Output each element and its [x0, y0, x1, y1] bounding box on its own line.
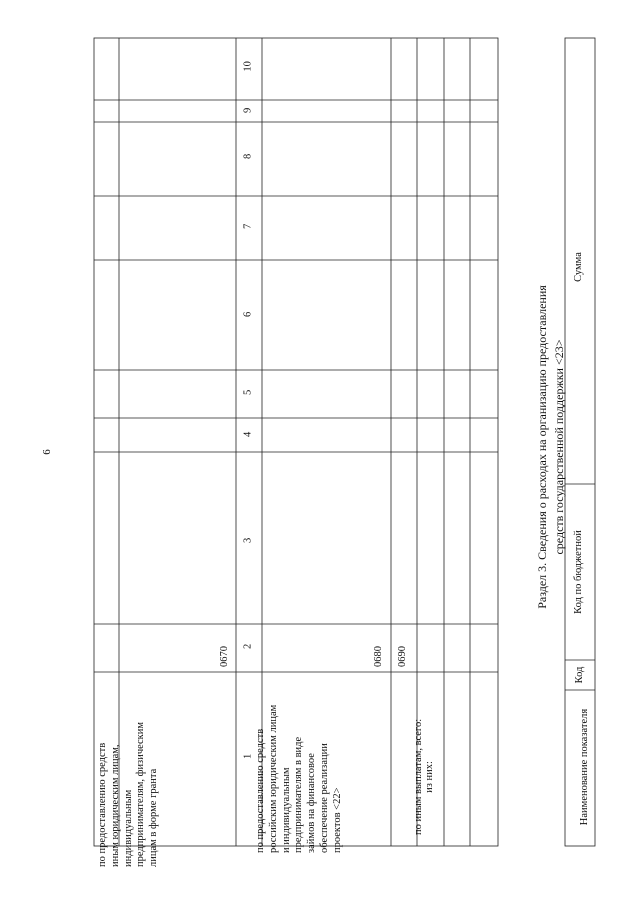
- col-num-4: 4: [242, 431, 254, 438]
- col-num-2: 2: [242, 643, 254, 650]
- col-num-6: 6: [242, 311, 254, 318]
- col-num-7: 7: [242, 223, 254, 230]
- col-num-3: 3: [242, 537, 254, 544]
- row-name-other: по иным выплатам, всего:: [413, 718, 424, 835]
- row-code-0690: 0690: [397, 646, 408, 667]
- row-name-loans: по предоставлению средств российским юридическим лицам и индивидуальным предпринимателям в виде займов на финансовое обеспечение реализации проектов <22>: [255, 704, 343, 853]
- section3-header-code: Код: [574, 666, 585, 684]
- col-num-8: 8: [242, 153, 254, 160]
- section3-header-name: Наименование показателя: [579, 708, 590, 826]
- row-code-0670: 0670: [219, 646, 230, 667]
- col-num-10: 10: [242, 61, 254, 72]
- col-num-9: 9: [242, 107, 254, 114]
- section3-header-sum: Сумма: [573, 252, 584, 282]
- section3-title-line1: Раздел 3. Сведения о расходах на организацию предоставления: [535, 285, 549, 609]
- row-name-of-which: из них:: [424, 761, 435, 793]
- row-code-0680: 0680: [373, 646, 384, 667]
- section3-header-budget-code: Код по бюджетной: [573, 530, 584, 614]
- page-number: 6: [40, 449, 53, 455]
- section3-title-line2: средств государственной поддержки <23>: [552, 339, 566, 555]
- col-num-5: 5: [242, 389, 254, 396]
- col-num-1: 1: [242, 753, 254, 760]
- row-name-grant: по предоставлению средств иным юридическим лицам, индивидуальным предпринимателям, физическим лицам в форме гранта: [97, 721, 160, 867]
